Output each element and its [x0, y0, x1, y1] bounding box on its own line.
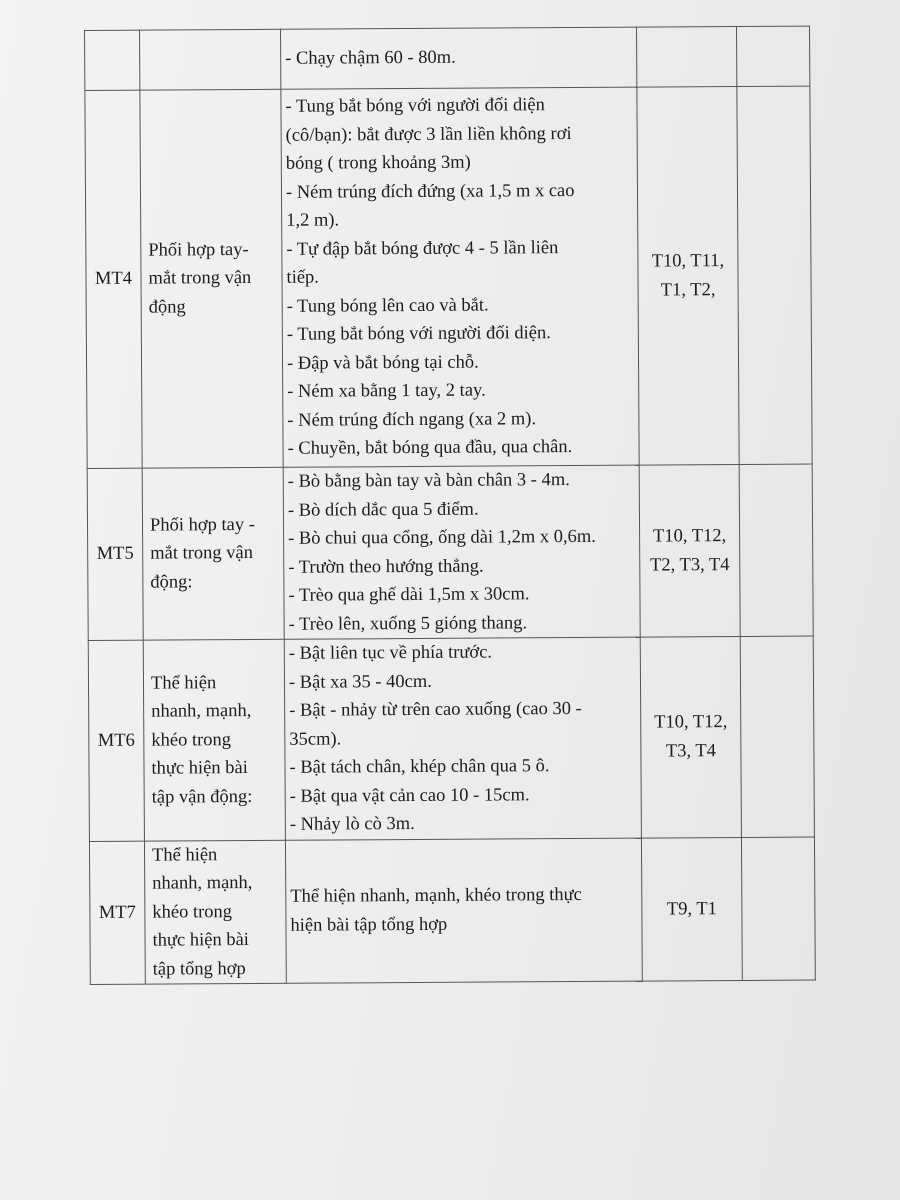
content-text-line: - Bật qua vật cản cao 10 - 15cm. — [289, 784, 530, 807]
goal-text-line: Phối hợp tay - — [149, 514, 255, 536]
content-text-line: (cô/bạn): bắt được 3 lần liền không rơi — [285, 123, 572, 146]
content-text-line: bóng ( trong khoảng 3m) — [285, 152, 471, 175]
time-cell — [639, 465, 740, 638]
goal-text-line: Thể hiện — [151, 844, 218, 866]
table-row — [85, 86, 812, 468]
goal-text-line: thực hiện bài — [151, 758, 248, 779]
time-cell — [637, 87, 739, 466]
content-text-line: - Nhảy lò cò 3m. — [289, 813, 415, 835]
code-cell — [85, 30, 140, 90]
content-text-line: - Tung bắt bóng với người đối diện. — [286, 323, 551, 346]
content-text-line: - Trèo lên, xuống 5 gióng thang. — [288, 612, 528, 635]
goal-code: MT6 — [97, 730, 135, 751]
blank-cell — [740, 636, 814, 837]
content-text-line: - Ném trúng đích đứng (xa 1,5 m x cao — [285, 180, 575, 203]
content-cell — [280, 27, 636, 89]
content-text-line: - Tung bóng lên cao và bắt. — [286, 295, 489, 317]
goal-text-line: động — [148, 297, 186, 318]
code-cell — [88, 640, 144, 841]
content-text-line: - Chạy chậm 60 - 80m. — [285, 47, 456, 70]
blank-cell — [736, 26, 809, 86]
table-row — [89, 837, 815, 985]
content-text-line: - Trèo qua ghế dài 1,5m x 30cm. — [288, 584, 530, 606]
content-text-line: - Bật - nhảy từ trên cao xuống (cao 30 - — [289, 698, 582, 721]
time-text-line: T10, T12, — [654, 712, 728, 733]
time-cell — [636, 27, 736, 88]
goal-text-line: mắt trong vận — [148, 268, 252, 289]
content-text-line: hiện bài tập tổng hợp — [290, 914, 448, 936]
content-text-line: 1,2 m). — [286, 210, 340, 232]
goal-text-line: khéo trong — [151, 729, 232, 751]
code-cell — [87, 468, 143, 640]
blank-cell — [739, 464, 813, 636]
content-text-line: Thể hiện nhanh, mạnh, khéo trong thực — [290, 885, 582, 908]
content-text-line: - Ném xa bằng 1 tay, 2 tay. — [287, 380, 486, 403]
content-cell — [283, 465, 640, 639]
blank-cell — [741, 837, 815, 981]
time-cell — [641, 837, 742, 981]
content-text-line: - Bật xa 35 - 40cm. — [288, 671, 432, 693]
goal-text-line: nhanh, mạnh, — [152, 872, 253, 894]
goal-code: MT5 — [96, 543, 134, 565]
content-text-line: - Bò dích dắc qua 5 điểm. — [287, 499, 479, 521]
goal-text-line: tập tổng hợp — [152, 958, 246, 980]
goal-text-line: tập vận động: — [151, 786, 253, 808]
goal-cell — [142, 467, 284, 640]
table-row — [88, 636, 814, 841]
content-text-line: - Chuyền, bắt bóng qua đầu, qua chân. — [287, 437, 573, 460]
content-text-line: - Bò chui qua cổng, ống dài 1,2m x 0,6m. — [288, 526, 596, 549]
content-text-line: - Bật liên tục về phía trước. — [288, 642, 493, 664]
blank-cell — [737, 86, 812, 464]
goal-cell — [144, 840, 286, 984]
content-text-line: - Tung bắt bóng với người đối diện — [285, 95, 545, 118]
goal-code: MT7 — [98, 902, 136, 923]
content-text-line: 35cm). — [289, 728, 342, 750]
time-text-line: T10, T11, — [651, 251, 725, 272]
code-cell — [89, 841, 145, 985]
goal-text-line: Thể hiện — [150, 672, 217, 694]
time-text-line: T9, T1 — [666, 898, 717, 919]
goal-text-line: động: — [150, 572, 193, 593]
content-text-line: - Bật tách chân, khép chân qua 5 ô. — [289, 756, 550, 778]
content-text-line: - Ném trúng đích ngang (xa 2 m). — [287, 408, 537, 431]
content-text-line: tiếp. — [286, 267, 319, 289]
goal-text-line: khéo trong — [152, 901, 233, 923]
time-cell — [640, 637, 741, 838]
time-text-line: T2, T3, T4 — [649, 554, 730, 576]
content-cell — [284, 637, 641, 840]
time-text-line: T10, T12, — [652, 526, 727, 547]
content-text-line: - Tự đập bắt bóng được 4 - 5 lần liên — [286, 237, 559, 260]
table-row — [85, 26, 810, 90]
content-text-line: - Đập và bắt bóng tại chỗ. — [286, 352, 479, 374]
goal-cell — [140, 89, 283, 468]
goal-text-line: Phối hợp tay- — [148, 239, 249, 261]
time-text-line: T1, T2, — [660, 279, 716, 300]
content-text-line: - Bò bằng bàn tay và bàn chân 3 - 4m. — [287, 470, 570, 492]
goal-code: MT4 — [94, 268, 133, 290]
code-cell — [85, 90, 142, 468]
content-cell — [281, 87, 639, 467]
time-text-line: T3, T4 — [665, 740, 716, 762]
table-body — [85, 26, 816, 984]
goal-text-line: mắt trong vận — [150, 543, 254, 564]
goal-cell — [143, 639, 285, 840]
content-cell — [285, 838, 642, 984]
goal-text-line: thực hiện bài — [152, 930, 249, 951]
goal-text-line: nhanh, mạnh, — [151, 700, 252, 722]
content-text-line: - Trườn theo hướng thẳng. — [288, 556, 484, 578]
goal-cell — [140, 29, 281, 90]
table-row — [87, 464, 813, 640]
curriculum-table — [84, 26, 816, 985]
